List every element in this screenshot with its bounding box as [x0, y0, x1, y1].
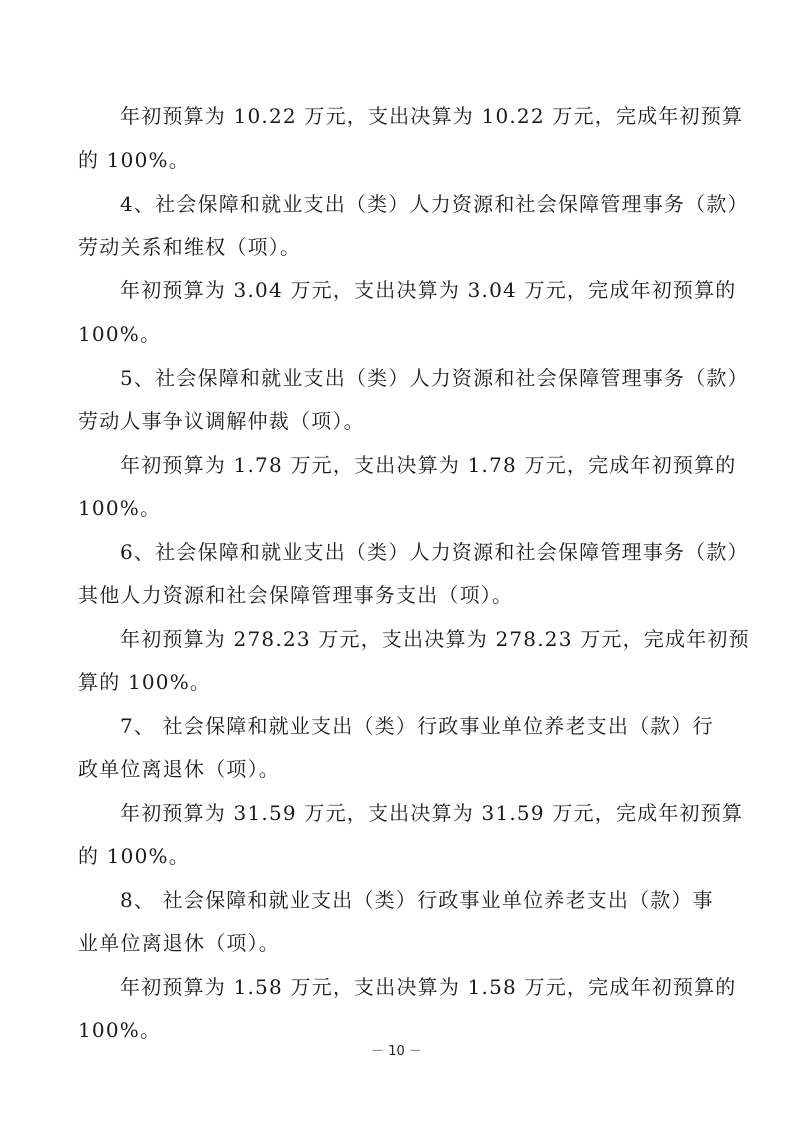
paragraph-line: 8、 社会保障和就业支出（类）行政事业单位养老支出（款）事 — [120, 888, 714, 912]
paragraph-line: 其他人力资源和社会保障管理事务支出（项）。 — [78, 583, 514, 607]
paragraph-line: 6、社会保障和就业支出（类）人力资源和社会保障管理事务（款） — [120, 540, 749, 564]
paragraph-line: 年初预算为 31.59 万元，支出决算为 31.59 万元，完成年初预算 — [120, 801, 744, 825]
paragraph-line: 100%。 — [78, 496, 162, 520]
page-number: － 10 － — [371, 1044, 422, 1059]
paragraph-line: 年初预算为 278.23 万元，支出决算为 278.23 万元，完成年初预 — [120, 627, 750, 651]
paragraph-line: 劳动人事争议调解仲裁（项）。 — [78, 409, 365, 433]
paragraph-line: 算的 100%。 — [78, 670, 212, 694]
paragraph-line: 100%。 — [78, 322, 162, 346]
paragraph-line: 年初预算为 1.58 万元，支出决算为 1.58 万元，完成年初预算的 — [120, 975, 737, 999]
paragraph-line: 7、 社会保障和就业支出（类）行政事业单位养老支出（款）行 — [120, 714, 714, 738]
paragraph-line: 100%。 — [78, 1018, 162, 1042]
paragraph-line: 4、社会保障和就业支出（类）人力资源和社会保障管理事务（款） — [120, 192, 749, 216]
paragraph-line: 年初预算为 3.04 万元，支出决算为 3.04 万元，完成年初预算的 — [120, 278, 737, 302]
paragraph-line: 业单位离退休（项）。 — [78, 931, 280, 955]
paragraph-line: 劳动关系和维权（项）。 — [78, 235, 302, 259]
paragraph-line: 的 100%。 — [78, 844, 190, 868]
paragraph-line: 年初预算为 1.78 万元，支出决算为 1.78 万元，完成年初预算的 — [120, 453, 737, 477]
paragraph-line: 年初预算为 10.22 万元，支出决算为 10.22 万元，完成年初预算 — [120, 104, 744, 128]
paragraph-line: 5、社会保障和就业支出（类）人力资源和社会保障管理事务（款） — [120, 366, 749, 390]
paragraph-line: 的 100%。 — [78, 148, 190, 172]
paragraph-line: 政单位离退休（项）。 — [78, 757, 280, 781]
